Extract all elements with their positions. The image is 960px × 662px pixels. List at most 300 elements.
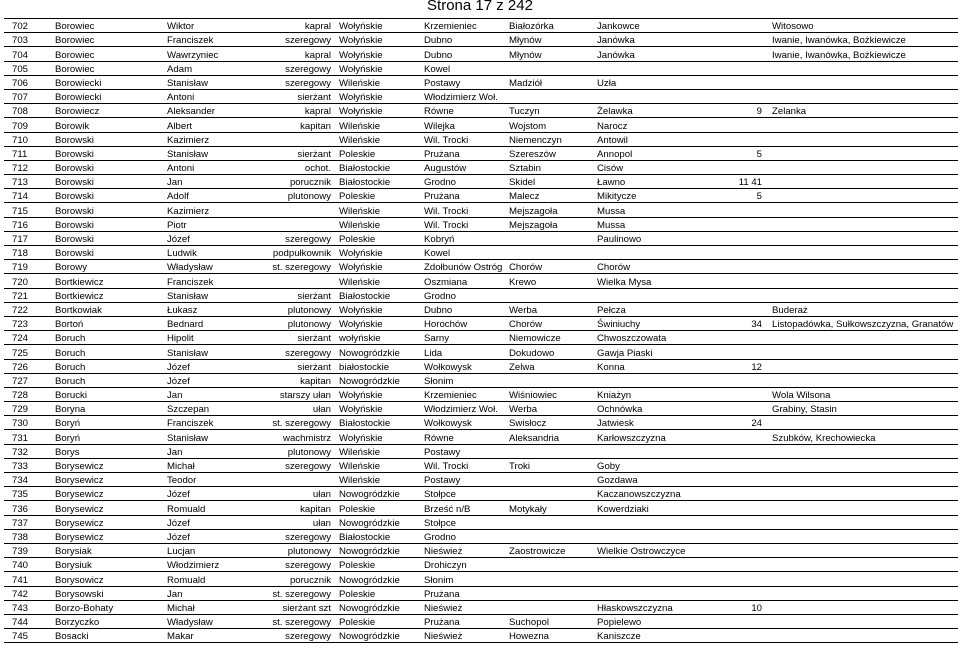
cell-surname: Borowski	[53, 160, 165, 174]
cell-district: Krzemieniec	[422, 387, 507, 401]
cell-voivodeship: białostockie	[337, 359, 422, 373]
cell-first-name: Michał	[165, 458, 245, 472]
cell-row-number: 706	[4, 75, 53, 89]
cell-rank: sierżant	[245, 288, 337, 302]
cell-commune: Aleksandria	[507, 430, 595, 444]
cell-notes	[770, 529, 958, 543]
cell-first-name: Antoni	[165, 89, 245, 103]
cell-surname: Borysewicz	[53, 515, 165, 529]
cell-commune: Werba	[507, 302, 595, 316]
table-row	[4, 387, 958, 401]
cell-commune	[507, 572, 595, 586]
cell-commune: Mejszagoła	[507, 203, 595, 217]
cell-notes: Grabiny, Stasin	[770, 402, 958, 416]
cell-first-name: Franciszek	[165, 274, 245, 288]
cell-plot-number: 34	[733, 316, 770, 330]
page-header	[0, 0, 960, 18]
cell-voivodeship: Wołyńskie	[337, 246, 422, 260]
cell-row-number: 738	[4, 529, 53, 543]
table-row	[4, 331, 958, 345]
cell-rank: plutonowy	[245, 543, 337, 557]
cell-first-name: Bednard	[165, 316, 245, 330]
cell-voivodeship: Nowogródzkie	[337, 487, 422, 501]
cell-rank: szeregowy	[245, 75, 337, 89]
cell-rank: sierżant szt	[245, 600, 337, 614]
cell-village	[595, 61, 733, 75]
cell-plot-number	[733, 274, 770, 288]
cell-surname: Borysiuk	[53, 558, 165, 572]
cell-voivodeship: Białostockie	[337, 160, 422, 174]
table-row	[4, 444, 958, 458]
cell-first-name: Piotr	[165, 217, 245, 231]
cell-surname: Borysowicz	[53, 572, 165, 586]
cell-plot-number: 5	[733, 189, 770, 203]
cell-rank: ułan	[245, 515, 337, 529]
cell-notes	[770, 373, 958, 387]
cell-row-number: 729	[4, 402, 53, 416]
cell-plot-number	[733, 458, 770, 472]
cell-plot-number	[733, 586, 770, 600]
cell-notes	[770, 501, 958, 515]
cell-district: Wołkowysk	[422, 359, 507, 373]
cell-row-number: 723	[4, 316, 53, 330]
cell-first-name: Jan	[165, 586, 245, 600]
cell-commune: Skidel	[507, 175, 595, 189]
cell-first-name: Aleksander	[165, 104, 245, 118]
cell-notes: Witosowo	[770, 19, 958, 33]
cell-plot-number	[733, 373, 770, 387]
cell-village	[595, 444, 733, 458]
cell-rank: plutonowy	[245, 316, 337, 330]
cell-commune: Tuczyn	[507, 104, 595, 118]
cell-commune: Szereszów	[507, 146, 595, 160]
table-row	[4, 231, 958, 245]
cell-village: Żelawka	[595, 104, 733, 118]
cell-rank	[245, 473, 337, 487]
table-row	[4, 75, 958, 89]
cell-commune	[507, 246, 595, 260]
cell-first-name: Stanisław	[165, 345, 245, 359]
cell-plot-number	[733, 61, 770, 75]
cell-voivodeship: Wołyńskie	[337, 430, 422, 444]
cell-row-number: 732	[4, 444, 53, 458]
cell-district: Horochów	[422, 316, 507, 330]
cell-rank: st. szeregowy	[245, 586, 337, 600]
cell-plot-number	[733, 487, 770, 501]
cell-voivodeship: Wołyńskie	[337, 387, 422, 401]
cell-voivodeship: Wileńskie	[337, 75, 422, 89]
cell-village: Kaniszcze	[595, 629, 733, 643]
cell-village: Cisów	[595, 160, 733, 174]
cell-row-number: 722	[4, 302, 53, 316]
cell-notes: Listopadówka, Sułkowszczyzna, Granatów	[770, 316, 958, 330]
cell-district: Krzemieniec	[422, 19, 507, 33]
cell-commune: Chorów	[507, 316, 595, 330]
cell-plot-number	[733, 288, 770, 302]
cell-commune: Howezna	[507, 629, 595, 643]
cell-district: Postawy	[422, 75, 507, 89]
cell-first-name: Michał	[165, 600, 245, 614]
cell-plot-number	[733, 473, 770, 487]
cell-district: Dubno	[422, 47, 507, 61]
cell-row-number: 726	[4, 359, 53, 373]
cell-voivodeship: Wileńskie	[337, 274, 422, 288]
cell-surname: Borowski	[53, 146, 165, 160]
cell-village	[595, 572, 733, 586]
cell-notes	[770, 118, 958, 132]
table-row	[4, 33, 958, 47]
cell-notes: Buderaż	[770, 302, 958, 316]
cell-first-name: Romuald	[165, 572, 245, 586]
cell-village: Mikitycze	[595, 189, 733, 203]
cell-first-name: Romuald	[165, 501, 245, 515]
cell-rank: ułan	[245, 402, 337, 416]
cell-plot-number	[733, 430, 770, 444]
table-row	[4, 629, 958, 643]
cell-village	[595, 558, 733, 572]
cell-notes	[770, 217, 958, 231]
cell-rank: st. szeregowy	[245, 614, 337, 628]
cell-row-number: 717	[4, 231, 53, 245]
cell-voivodeship: Wołyńskie	[337, 61, 422, 75]
cell-first-name: Józef	[165, 515, 245, 529]
cell-plot-number	[733, 614, 770, 628]
cell-village: Konna	[595, 359, 733, 373]
table-row	[4, 373, 958, 387]
cell-first-name: Stanisław	[165, 430, 245, 444]
table-row	[4, 543, 958, 557]
cell-district: Wil. Trocki	[422, 132, 507, 146]
cell-voivodeship: Poleskie	[337, 558, 422, 572]
table-row	[4, 302, 958, 316]
cell-rank: szeregowy	[245, 629, 337, 643]
cell-rank: porucznik	[245, 175, 337, 189]
cell-first-name: Władysław	[165, 260, 245, 274]
cell-row-number: 720	[4, 274, 53, 288]
cell-commune: Swisłocz	[507, 416, 595, 430]
cell-row-number: 715	[4, 203, 53, 217]
cell-surname: Borzo-Bohaty	[53, 600, 165, 614]
cell-plot-number: 5	[733, 146, 770, 160]
cell-voivodeship: Nowogródzkie	[337, 600, 422, 614]
table-row	[4, 203, 958, 217]
cell-surname: Borowski	[53, 246, 165, 260]
cell-first-name: Józef	[165, 529, 245, 543]
cell-commune	[507, 231, 595, 245]
cell-row-number: 731	[4, 430, 53, 444]
cell-rank: szeregowy	[245, 529, 337, 543]
cell-voivodeship: Wileńskie	[337, 217, 422, 231]
cell-surname: Borowski	[53, 175, 165, 189]
cell-first-name: Antoni	[165, 160, 245, 174]
cell-village: Pełcza	[595, 302, 733, 316]
cell-surname: Borysewicz	[53, 458, 165, 472]
cell-commune: Zelwa	[507, 359, 595, 373]
cell-commune: Dokudowo	[507, 345, 595, 359]
cell-plot-number	[733, 345, 770, 359]
cell-voivodeship: Białostockie	[337, 288, 422, 302]
cell-rank: ochot.	[245, 160, 337, 174]
cell-first-name: Wiktor	[165, 19, 245, 33]
cell-commune: Mejszagoła	[507, 217, 595, 231]
cell-notes: Szubków, Krechowiecka	[770, 430, 958, 444]
table-row	[4, 246, 958, 260]
cell-first-name: Makar	[165, 629, 245, 643]
cell-commune: Malecz	[507, 189, 595, 203]
cell-district: Równe	[422, 430, 507, 444]
cell-plot-number	[733, 246, 770, 260]
cell-commune: Wiśniowiec	[507, 387, 595, 401]
cell-row-number: 710	[4, 132, 53, 146]
cell-row-number: 730	[4, 416, 53, 430]
cell-commune	[507, 373, 595, 387]
cell-plot-number	[733, 217, 770, 231]
cell-village: Kowerdziaki	[595, 501, 733, 515]
cell-plot-number	[733, 118, 770, 132]
cell-commune	[507, 529, 595, 543]
cell-notes	[770, 274, 958, 288]
cell-rank: plutonowy	[245, 302, 337, 316]
cell-commune	[507, 89, 595, 103]
cell-surname: Borowski	[53, 231, 165, 245]
cell-commune: Wojstom	[507, 118, 595, 132]
cell-surname: Borys	[53, 444, 165, 458]
cell-first-name: Ludwik	[165, 246, 245, 260]
cell-plot-number	[733, 543, 770, 557]
cell-plot-number	[733, 89, 770, 103]
table-row	[4, 600, 958, 614]
cell-surname: Borysewicz	[53, 501, 165, 515]
cell-row-number: 705	[4, 61, 53, 75]
cell-notes	[770, 89, 958, 103]
cell-rank: sierżant	[245, 359, 337, 373]
cell-voivodeship: Nowogródzkie	[337, 572, 422, 586]
cell-row-number: 711	[4, 146, 53, 160]
cell-rank: kapitan	[245, 118, 337, 132]
cell-district: Dubno	[422, 33, 507, 47]
cell-row-number: 719	[4, 260, 53, 274]
cell-first-name: Szczepan	[165, 402, 245, 416]
cell-commune	[507, 600, 595, 614]
cell-notes	[770, 416, 958, 430]
cell-voivodeship: Białostockie	[337, 416, 422, 430]
table-row	[4, 402, 958, 416]
cell-commune: Młynów	[507, 33, 595, 47]
cell-first-name: Jan	[165, 387, 245, 401]
page-title: Strona 17 z 242	[427, 0, 533, 14]
table-row	[4, 515, 958, 529]
cell-row-number: 733	[4, 458, 53, 472]
cell-notes	[770, 260, 958, 274]
cell-district: Zdołbunów Ostróg	[422, 260, 507, 274]
cell-notes	[770, 189, 958, 203]
cell-voivodeship: Wileńskie	[337, 203, 422, 217]
cell-village: Chwoszczowata	[595, 331, 733, 345]
table-row	[4, 487, 958, 501]
cell-row-number: 716	[4, 217, 53, 231]
cell-notes	[770, 75, 958, 89]
table-row	[4, 473, 958, 487]
table-row	[4, 458, 958, 472]
cell-first-name: Jan	[165, 175, 245, 189]
cell-plot-number	[733, 160, 770, 174]
table-row	[4, 614, 958, 628]
cell-plot-number	[733, 331, 770, 345]
cell-village: Kniażyn	[595, 387, 733, 401]
cell-district: Oszmiana	[422, 274, 507, 288]
cell-plot-number	[733, 444, 770, 458]
cell-first-name: Teodor	[165, 473, 245, 487]
cell-plot-number	[733, 515, 770, 529]
cell-rank: szeregowy	[245, 558, 337, 572]
table-row	[4, 430, 958, 444]
cell-plot-number	[733, 572, 770, 586]
cell-first-name: Adam	[165, 61, 245, 75]
table-row	[4, 316, 958, 330]
cell-plot-number: 9	[733, 104, 770, 118]
cell-plot-number	[733, 529, 770, 543]
cell-village: Mussa	[595, 203, 733, 217]
cell-commune: Niemenczyn	[507, 132, 595, 146]
cell-village	[595, 586, 733, 600]
cell-notes	[770, 146, 958, 160]
table-row	[4, 288, 958, 302]
cell-surname: Borzyczko	[53, 614, 165, 628]
table-row	[4, 529, 958, 543]
cell-row-number: 702	[4, 19, 53, 33]
cell-commune: Chorów	[507, 260, 595, 274]
cell-rank: porucznik	[245, 572, 337, 586]
cell-village: Paulinowo	[595, 231, 733, 245]
cell-first-name: Józef	[165, 373, 245, 387]
cell-district: Wilejka	[422, 118, 507, 132]
table-row	[4, 47, 958, 61]
cell-commune: Krewo	[507, 274, 595, 288]
table-row	[4, 359, 958, 373]
cell-village: Wielkie Ostrowczyce	[595, 543, 733, 557]
cell-voivodeship: wołyńskie	[337, 331, 422, 345]
cell-village: Goby	[595, 458, 733, 472]
cell-surname: Borowiec	[53, 61, 165, 75]
cell-row-number: 739	[4, 543, 53, 557]
cell-voivodeship: Wołyńskie	[337, 47, 422, 61]
cell-district: Grodno	[422, 529, 507, 543]
cell-first-name: Władysław	[165, 614, 245, 628]
cell-notes: Iwanie, Iwanówka, Bożkiewicze	[770, 47, 958, 61]
cell-district: Lida	[422, 345, 507, 359]
cell-village	[595, 515, 733, 529]
cell-notes	[770, 359, 958, 373]
cell-voivodeship: Białostockie	[337, 175, 422, 189]
cell-commune: Werba	[507, 402, 595, 416]
cell-district: Sarny	[422, 331, 507, 345]
cell-village: Narocz	[595, 118, 733, 132]
cell-commune: Niemowicze	[507, 331, 595, 345]
table-row	[4, 146, 958, 160]
cell-first-name: Kazimierz	[165, 132, 245, 146]
cell-row-number: 743	[4, 600, 53, 614]
cell-surname: Borowiec	[53, 47, 165, 61]
cell-notes	[770, 543, 958, 557]
cell-village	[595, 529, 733, 543]
cell-notes	[770, 345, 958, 359]
cell-commune: Madziół	[507, 75, 595, 89]
cell-village: Jankowce	[595, 19, 733, 33]
table-row	[4, 217, 958, 231]
cell-notes	[770, 515, 958, 529]
cell-rank: szeregowy	[245, 345, 337, 359]
cell-row-number: 736	[4, 501, 53, 515]
cell-first-name: Kazimierz	[165, 203, 245, 217]
table-row	[4, 558, 958, 572]
cell-voivodeship: Nowogródzkie	[337, 543, 422, 557]
cell-district: Prużana	[422, 614, 507, 628]
cell-village: Janówka	[595, 47, 733, 61]
cell-surname: Borucki	[53, 387, 165, 401]
cell-village: Jatwiesk	[595, 416, 733, 430]
cell-rank: plutonowy	[245, 444, 337, 458]
cell-row-number: 745	[4, 629, 53, 643]
table-row	[4, 345, 958, 359]
cell-notes: Zelanka	[770, 104, 958, 118]
cell-voivodeship: Poleskie	[337, 501, 422, 515]
cell-village: Kaczanowszczyzna	[595, 487, 733, 501]
cell-row-number: 740	[4, 558, 53, 572]
cell-plot-number	[733, 402, 770, 416]
cell-row-number: 734	[4, 473, 53, 487]
cell-surname: Bortkiewicz	[53, 288, 165, 302]
cell-district: Słonim	[422, 373, 507, 387]
cell-plot-number: 24	[733, 416, 770, 430]
cell-row-number: 707	[4, 89, 53, 103]
cell-voivodeship: Wileńskie	[337, 118, 422, 132]
cell-rank: ułan	[245, 487, 337, 501]
cell-first-name: Józef	[165, 359, 245, 373]
cell-commune: Suchopol	[507, 614, 595, 628]
cell-rank: kapitan	[245, 373, 337, 387]
cell-village	[595, 373, 733, 387]
table-row	[4, 160, 958, 174]
cell-district: Włodzimierz Woł.	[422, 402, 507, 416]
cell-row-number: 724	[4, 331, 53, 345]
cell-notes	[770, 600, 958, 614]
cell-district: Drohiczyn	[422, 558, 507, 572]
cell-plot-number	[733, 75, 770, 89]
cell-notes	[770, 444, 958, 458]
table-row	[4, 19, 958, 33]
cell-first-name: Łukasz	[165, 302, 245, 316]
cell-rank: sierżant	[245, 146, 337, 160]
cell-voivodeship: Wołyńskie	[337, 89, 422, 103]
cell-surname: Borysewicz	[53, 473, 165, 487]
cell-village: Popielewo	[595, 614, 733, 628]
cell-notes	[770, 61, 958, 75]
cell-rank: starszy ułan	[245, 387, 337, 401]
cell-voivodeship: Wileńskie	[337, 473, 422, 487]
table-row	[4, 260, 958, 274]
cell-commune	[507, 586, 595, 600]
table-row	[4, 61, 958, 75]
cell-surname: Borysewicz	[53, 487, 165, 501]
cell-rank: szeregowy	[245, 33, 337, 47]
cell-row-number: 704	[4, 47, 53, 61]
cell-village: Gawja Piaski	[595, 345, 733, 359]
cell-village: Ławno	[595, 175, 733, 189]
cell-village: Ochnówka	[595, 402, 733, 416]
cell-village: Janówka	[595, 33, 733, 47]
cell-voivodeship: Wołyńskie	[337, 302, 422, 316]
cell-surname: Borowski	[53, 132, 165, 146]
